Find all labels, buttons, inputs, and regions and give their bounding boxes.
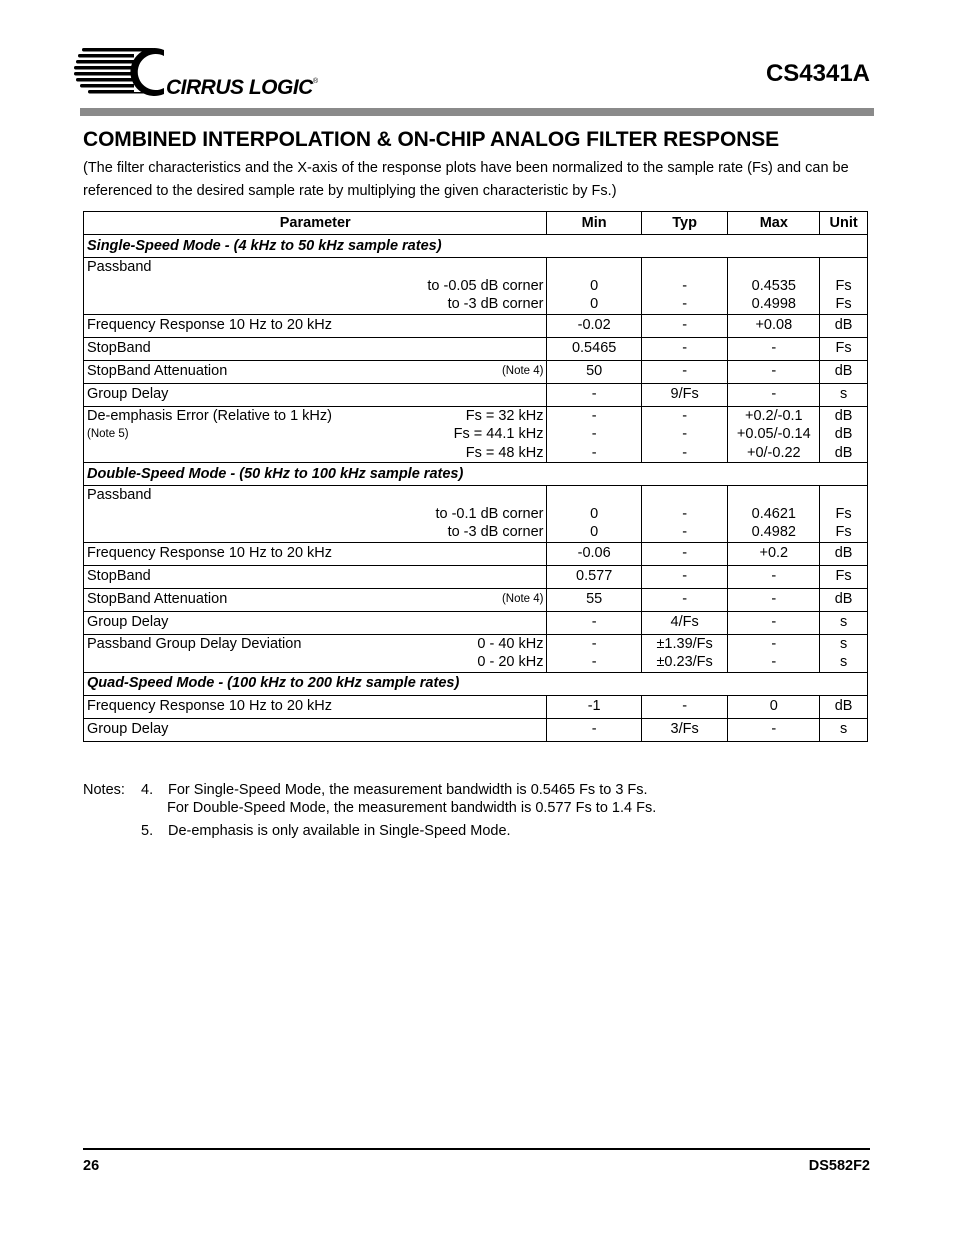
- typ-cell: 4/Fs: [641, 611, 728, 634]
- max-cell: - -: [728, 634, 820, 672]
- min-cell: -0.02: [547, 314, 641, 337]
- table-row: [84, 258, 868, 315]
- unit-cell: Fs Fs: [820, 258, 868, 315]
- typ-cell: ±1.39/Fs ±0.23/Fs: [641, 634, 728, 672]
- min-cell: -1: [547, 695, 641, 718]
- min-cell: -0.06: [547, 542, 641, 565]
- intro-paragraph: (The filter characteristics and the X-axis of the response plots have been normalized to the sample rate (Fs) and can be referenced to the desired sample rate by multiplying the given characteristic by Fs.): [83, 160, 849, 199]
- param-cell: Group Delay: [84, 611, 547, 634]
- unit-cell: s: [820, 718, 868, 741]
- unit-cell: s: [820, 383, 868, 406]
- param-label: Passband: [87, 259, 152, 275]
- min-cell: - -: [547, 634, 641, 672]
- max-cell: 0: [728, 695, 820, 718]
- note-text: For Double-Speed Mode, the measurement bandwidth is 0.577 Fs to 1.4 Fs.: [167, 800, 657, 816]
- table-row: [84, 634, 868, 672]
- param-cell: StopBand: [84, 565, 547, 588]
- unit-cell: Fs: [820, 337, 868, 360]
- typ-cell: -: [641, 565, 728, 588]
- max-cell: -: [728, 588, 820, 611]
- page-number: 26: [83, 1158, 100, 1174]
- company-name: CIRRUS LOGIC®: [166, 76, 318, 99]
- param-sub: to -3 dB corner: [447, 296, 544, 312]
- min-cell: 55: [547, 588, 641, 611]
- param-sub: Fs = 44.1 kHz: [453, 426, 544, 442]
- max-cell: +0.08: [728, 314, 820, 337]
- header-typ: Typ: [641, 212, 728, 235]
- param-sub: Fs = 48 kHz: [465, 444, 544, 461]
- typ-cell: -: [641, 542, 728, 565]
- section-label: Quad-Speed Mode - (100 kHz to 200 kHz sample rates): [84, 672, 868, 695]
- param-label: Passband Group Delay Deviation: [87, 635, 302, 652]
- param-sub: 0 - 40 kHz: [477, 635, 544, 652]
- table-header-row: [84, 212, 868, 235]
- param-cell: [84, 258, 547, 315]
- section-label: Single-Speed Mode - (4 kHz to 50 kHz sample rates): [84, 235, 868, 258]
- table-row: [84, 565, 868, 588]
- table-row: [84, 588, 868, 611]
- footer-rule: [83, 1148, 870, 1150]
- param-label: Passband: [87, 487, 152, 503]
- min-cell: -: [547, 611, 641, 634]
- table-row: [84, 695, 868, 718]
- min-cell: - - -: [547, 406, 641, 463]
- header-min: Min: [547, 212, 641, 235]
- max-cell: -: [728, 360, 820, 383]
- table-row: [84, 314, 868, 337]
- note-ref: (Note 5): [87, 428, 129, 440]
- max-cell: +0.2/-0.1 +0.05/-0.14 +0/-0.22: [728, 406, 820, 463]
- min-cell: 0 0: [547, 258, 641, 315]
- section-label: Double-Speed Mode - (50 kHz to 100 kHz sample rates): [84, 463, 868, 486]
- min-cell: -: [547, 383, 641, 406]
- typ-cell: -: [641, 337, 728, 360]
- header-unit: Unit: [820, 212, 868, 235]
- typ-cell: -: [641, 314, 728, 337]
- param-cell: [84, 588, 547, 611]
- section-row: [84, 672, 868, 695]
- note-text: De-emphasis is only available in Single-Speed Mode.: [168, 823, 511, 839]
- param-cell: Group Delay: [84, 718, 547, 741]
- max-cell: 0.4535 0.4998: [728, 258, 820, 315]
- table-row: [84, 718, 868, 741]
- max-cell: -: [728, 611, 820, 634]
- typ-cell: - -: [641, 486, 728, 543]
- max-cell: -: [728, 565, 820, 588]
- param-sub: to -3 dB corner: [447, 524, 544, 540]
- typ-cell: -: [641, 360, 728, 383]
- unit-cell: Fs Fs: [820, 486, 868, 543]
- note-number: 4.: [141, 782, 154, 798]
- section-row: [84, 463, 868, 486]
- max-cell: -: [728, 383, 820, 406]
- param-cell: [84, 406, 547, 463]
- table-row: [84, 383, 868, 406]
- min-cell: -: [547, 718, 641, 741]
- max-cell: -: [728, 337, 820, 360]
- unit-cell: s s: [820, 634, 868, 672]
- param-sub: to -0.05 dB corner: [427, 277, 544, 294]
- max-cell: -: [728, 718, 820, 741]
- typ-cell: - -: [641, 258, 728, 315]
- param-cell: [84, 360, 547, 383]
- unit-cell: dB: [820, 314, 868, 337]
- typ-cell: - - -: [641, 406, 728, 463]
- note-ref: (Note 4): [501, 593, 544, 606]
- section-title: COMBINED INTERPOLATION & ON-CHIP ANALOG FILTER RESPONSE: [83, 128, 780, 151]
- table-row: [84, 486, 868, 543]
- param-sub: to -0.1 dB corner: [435, 505, 544, 522]
- table-row: [84, 542, 868, 565]
- typ-cell: 9/Fs: [641, 383, 728, 406]
- table-row: [84, 360, 868, 383]
- typ-cell: 3/Fs: [641, 718, 728, 741]
- param-label: StopBand Attenuation: [87, 591, 228, 608]
- table-row: [84, 611, 868, 634]
- unit-cell: dB: [820, 542, 868, 565]
- param-cell: [84, 634, 547, 672]
- min-cell: 0.5465: [547, 337, 641, 360]
- unit-cell: s: [820, 611, 868, 634]
- unit-cell: dB dB dB: [820, 406, 868, 463]
- table-row: [84, 406, 868, 463]
- note-text: For Single-Speed Mode, the measurement bandwidth is 0.5465 Fs to 3 Fs.: [168, 782, 648, 798]
- param-sub: 0 - 20 kHz: [477, 654, 544, 670]
- header-parameter: Parameter: [84, 212, 547, 235]
- table-row: [84, 337, 868, 360]
- param-cell: Frequency Response 10 Hz to 20 kHz: [84, 695, 547, 718]
- min-cell: 0 0: [547, 486, 641, 543]
- document-number: DS582F2: [808, 1158, 870, 1174]
- param-sub: Fs = 32 kHz: [465, 407, 544, 424]
- filter-response-table: [83, 211, 868, 742]
- param-cell: Frequency Response 10 Hz to 20 kHz: [84, 542, 547, 565]
- note-number: 5.: [141, 823, 154, 839]
- max-cell: 0.4621 0.4982: [728, 486, 820, 543]
- part-number: CS4341A: [765, 60, 870, 87]
- param-cell: Frequency Response 10 Hz to 20 kHz: [84, 314, 547, 337]
- unit-cell: dB: [820, 588, 868, 611]
- param-cell: Group Delay: [84, 383, 547, 406]
- param-label: StopBand Attenuation: [87, 363, 228, 380]
- min-cell: 50: [547, 360, 641, 383]
- header-max: Max: [728, 212, 820, 235]
- typ-cell: -: [641, 695, 728, 718]
- typ-cell: -: [641, 588, 728, 611]
- notes-label: Notes:: [83, 782, 125, 798]
- unit-cell: dB: [820, 695, 868, 718]
- unit-cell: dB: [820, 360, 868, 383]
- section-row: [84, 235, 868, 258]
- param-cell: StopBand: [84, 337, 547, 360]
- param-cell: [84, 486, 547, 543]
- header-rule: [80, 108, 874, 116]
- min-cell: 0.577: [547, 565, 641, 588]
- param-label: De-emphasis Error (Relative to 1 kHz): [87, 407, 332, 424]
- max-cell: +0.2: [728, 542, 820, 565]
- note-ref: (Note 4): [501, 365, 544, 378]
- unit-cell: Fs: [820, 565, 868, 588]
